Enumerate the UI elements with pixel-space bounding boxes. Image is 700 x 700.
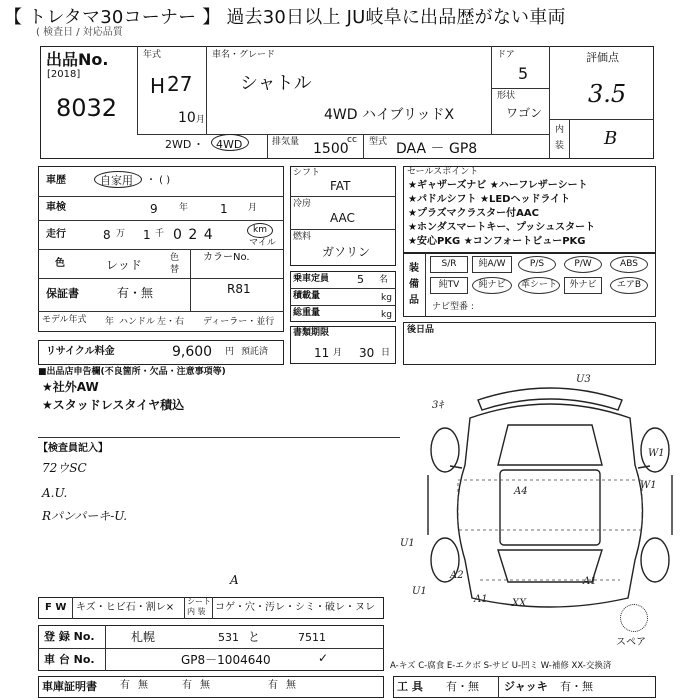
equip-tv: 純TV [430, 277, 468, 294]
diagram-mark: W1 [648, 448, 665, 459]
mileage-rest: 0 2 4 [173, 227, 214, 243]
sales-point-line: ★プラズマクラスター付AAC [408, 208, 539, 219]
model-year-unit: 年 [105, 317, 115, 327]
mileage-man: 8 [103, 228, 111, 242]
sales-point-line: ★ホンダスマートキー、プッシュスタート [408, 222, 596, 233]
inspector-note: Rパンパーキ-U. [42, 509, 128, 523]
registration-num: 7511 [298, 631, 326, 644]
history-rest: ・ ( ) [146, 175, 171, 186]
gross-label: 総重量 [293, 308, 321, 318]
diagram-mark: U1 [412, 586, 427, 597]
inspector-label: 【検査員記入】 [38, 443, 108, 454]
interior-label-2: 装 [555, 141, 565, 151]
capacity-value: 5 [357, 273, 364, 286]
diagram-mark: 3ｷ [432, 400, 444, 411]
registration-class: 531 [218, 631, 239, 644]
aircon-value: AAC [330, 211, 355, 225]
jack-value: 有・無 [560, 680, 593, 693]
jack-label: ジャッキ [504, 680, 548, 693]
drive-dot: ・ [193, 138, 204, 151]
car-name: シャトル [240, 73, 312, 94]
equip-navi: 純ナビ [472, 277, 512, 294]
equip-ps: P/S [518, 256, 556, 273]
tools-value: 有・無 [446, 680, 479, 693]
registration-label: 登 録 No. [44, 630, 95, 643]
documents-day-unit: 日 [381, 348, 391, 358]
notes-line: ★社外AW [42, 380, 99, 394]
equip-pw: P/W [564, 256, 602, 273]
recycle-label: リサイクル料金 [46, 346, 115, 357]
capacity-unit: 名 [379, 275, 389, 285]
history-value: 自家用 [100, 174, 133, 187]
interior-value: B [604, 128, 618, 149]
diagram-mark: W1 [640, 480, 657, 491]
diagram-mark: U3 [576, 374, 591, 385]
aircon-label: 冷房 [293, 199, 312, 209]
recycle-unit: 円 [225, 347, 235, 357]
spare-tire-circle [620, 604, 648, 632]
equip-aw: 純A/W [472, 256, 512, 273]
handle-label: ハンドル [119, 317, 156, 327]
fuel-value: ガソリン [322, 245, 371, 259]
navi-model-label: ナビ型番 : [432, 302, 474, 312]
sales-point-line: ★安心PKG ★コンフォートビューPKG [408, 236, 586, 247]
documents-day: 30 [359, 346, 375, 360]
gross-unit: kg [381, 310, 392, 320]
equipment-label-2: 備 [409, 279, 419, 290]
year-month-unit: 月 [196, 115, 206, 125]
chassis-label: 車 台 No. [44, 653, 95, 666]
registration-city: 札幌 [131, 630, 156, 644]
cert-no: 無 [286, 680, 296, 691]
equip-ext-navi: 外ナビ [564, 277, 602, 294]
sales-point-line: ★パドルシフト ★LEDヘッドライト [408, 194, 571, 205]
year-label: 年式 [143, 50, 162, 60]
load-unit: kg [381, 293, 392, 303]
top-note: ( 検査日 / 対応品質 [36, 27, 123, 38]
sales-points-label: セールスポイント [407, 167, 479, 177]
model-year-label: モデル年式 [42, 315, 87, 325]
cert-yes: 有 [182, 680, 192, 691]
doors-value: 5 [518, 64, 529, 83]
sales-point-line: ★ギャザーズナビ ★ハーフレザーシート [408, 180, 588, 191]
post-box [403, 322, 656, 365]
diagram-mark: A1 [583, 576, 597, 587]
mileage-sen-unit: 千 [155, 229, 165, 239]
displacement-value: 1500 [313, 141, 349, 157]
registration-kana: と [248, 630, 261, 644]
equip-sr: S/R [430, 256, 468, 273]
model-value: DAA － GP8 [396, 141, 478, 157]
equip-leather: 革シート [518, 277, 560, 294]
inspection-year-unit: 年 [179, 203, 189, 213]
body-label: 形状 [497, 91, 516, 101]
score-value: 3.5 [588, 80, 627, 108]
lot-year-tag: [2018] [47, 69, 81, 80]
displacement-unit: cc [347, 135, 357, 145]
shift-label: シフト [293, 168, 321, 178]
damage-legend: A-キズ C-腐食 E-エクボ S-サビ U-凹ミ W-補修 XX-交換済 [390, 661, 612, 671]
color-label: 色 [55, 258, 65, 269]
color-change-1: 色 [170, 253, 180, 263]
post-label: 後日品 [407, 325, 435, 335]
year-month: 10 [178, 110, 196, 126]
drive-2wd: 2WD [165, 138, 192, 151]
documents-month: 11 [314, 346, 330, 360]
dealer-value: ディーラー・並行 [203, 317, 275, 327]
cert-no: 無 [138, 680, 148, 691]
lot-label: 出品No. [46, 50, 109, 69]
warranty-label: 保証書 [46, 287, 79, 300]
inspection-month: 1 [220, 202, 228, 216]
recycle-note: 預託済 [241, 347, 269, 357]
car-grade: 4WD ハイブリッドX [324, 107, 455, 123]
capacity-label: 乗車定員 [293, 274, 330, 284]
documents-month-unit: 月 [333, 348, 343, 358]
mileage-km: km [253, 225, 267, 235]
doors-label: ドア [497, 50, 515, 60]
banner: 【 トレタマ30コーナー 】 過去30日以上 JU岐阜に出品歴がない車両 [4, 7, 566, 28]
diagram-mark: A1 [474, 594, 488, 605]
fw-seat-2: 内 装 [187, 607, 206, 616]
fw-items-2: コゲ・穴・汚レ・シミ・破レ・ヌレ [215, 602, 375, 613]
mileage-sen: 1 [143, 228, 151, 242]
diagram-mark: XX [512, 598, 527, 609]
chassis-check: ✓ [318, 651, 329, 665]
diagram-mark: A2 [450, 570, 464, 581]
fw-seat-1: シート [187, 597, 211, 606]
drive-4wd: 4WD [216, 138, 243, 151]
year-value: 27 [167, 72, 193, 96]
fw-mark: A [230, 573, 239, 587]
interior-label-1: 内 [555, 125, 565, 135]
color-value: レッド [106, 258, 142, 272]
displacement-label: 排気量 [272, 137, 300, 147]
year-era: H [150, 74, 166, 98]
cert-no: 無 [200, 680, 210, 691]
model-label: 型式 [369, 137, 388, 147]
cert-yes: 有 [268, 680, 278, 691]
recycle-value: 9,600 [172, 344, 213, 360]
fuel-label: 燃料 [293, 232, 312, 242]
garage-cert-label: 車庫証明書 [42, 680, 97, 693]
cert-yes: 有 [120, 680, 130, 691]
inspection-month-unit: 月 [248, 203, 258, 213]
diagram-mark: A4 [514, 486, 528, 497]
notes-line: ★スタッドレスタイヤ積込 [42, 398, 185, 412]
score-label: 評価点 [586, 51, 619, 64]
inspection-label: 車検 [46, 202, 66, 213]
mileage-label: 走行 [46, 229, 66, 240]
color-code-label: カラーNo. [203, 252, 250, 263]
handle-value: 左・右 [157, 317, 185, 327]
inspector-note: A.U. [42, 486, 68, 500]
car-damage-diagram [400, 370, 700, 620]
documents-label: 書類期限 [293, 328, 330, 338]
inspector-note: 72ウSC [42, 461, 87, 475]
diagram-mark: U1 [400, 538, 415, 549]
warranty-value: 有・無 [117, 286, 154, 300]
mileage-mile: マイル [249, 238, 276, 248]
car-label: 車名・グレード [212, 50, 276, 60]
equipment-label-3: 品 [409, 295, 419, 306]
load-label: 積載量 [293, 291, 321, 301]
fw-label: F W [45, 602, 67, 613]
equip-airbag: エアB [610, 277, 648, 294]
history-label: 車歴 [46, 175, 66, 186]
fw-items: キズ・ヒビ石・割レ× [76, 602, 175, 613]
body-value: ワゴン [506, 106, 543, 120]
equipment-label-1: 装 [409, 263, 419, 274]
lot-number: 8032 [56, 94, 118, 122]
equip-abs: ABS [610, 256, 648, 273]
inspection-year: 9 [150, 202, 158, 216]
color-change-2: 替 [170, 265, 180, 275]
shift-value: FAT [330, 179, 351, 193]
notes-label: ■出品店申告欄(不良箇所・欠品・注意事項等) [38, 367, 226, 377]
spare-label: スペア [616, 637, 646, 648]
color-code: R81 [227, 282, 251, 296]
tools-label: 工 具 [397, 680, 423, 693]
chassis-value: GP8－1004640 [181, 653, 271, 667]
mileage-man-unit: 万 [116, 229, 126, 239]
